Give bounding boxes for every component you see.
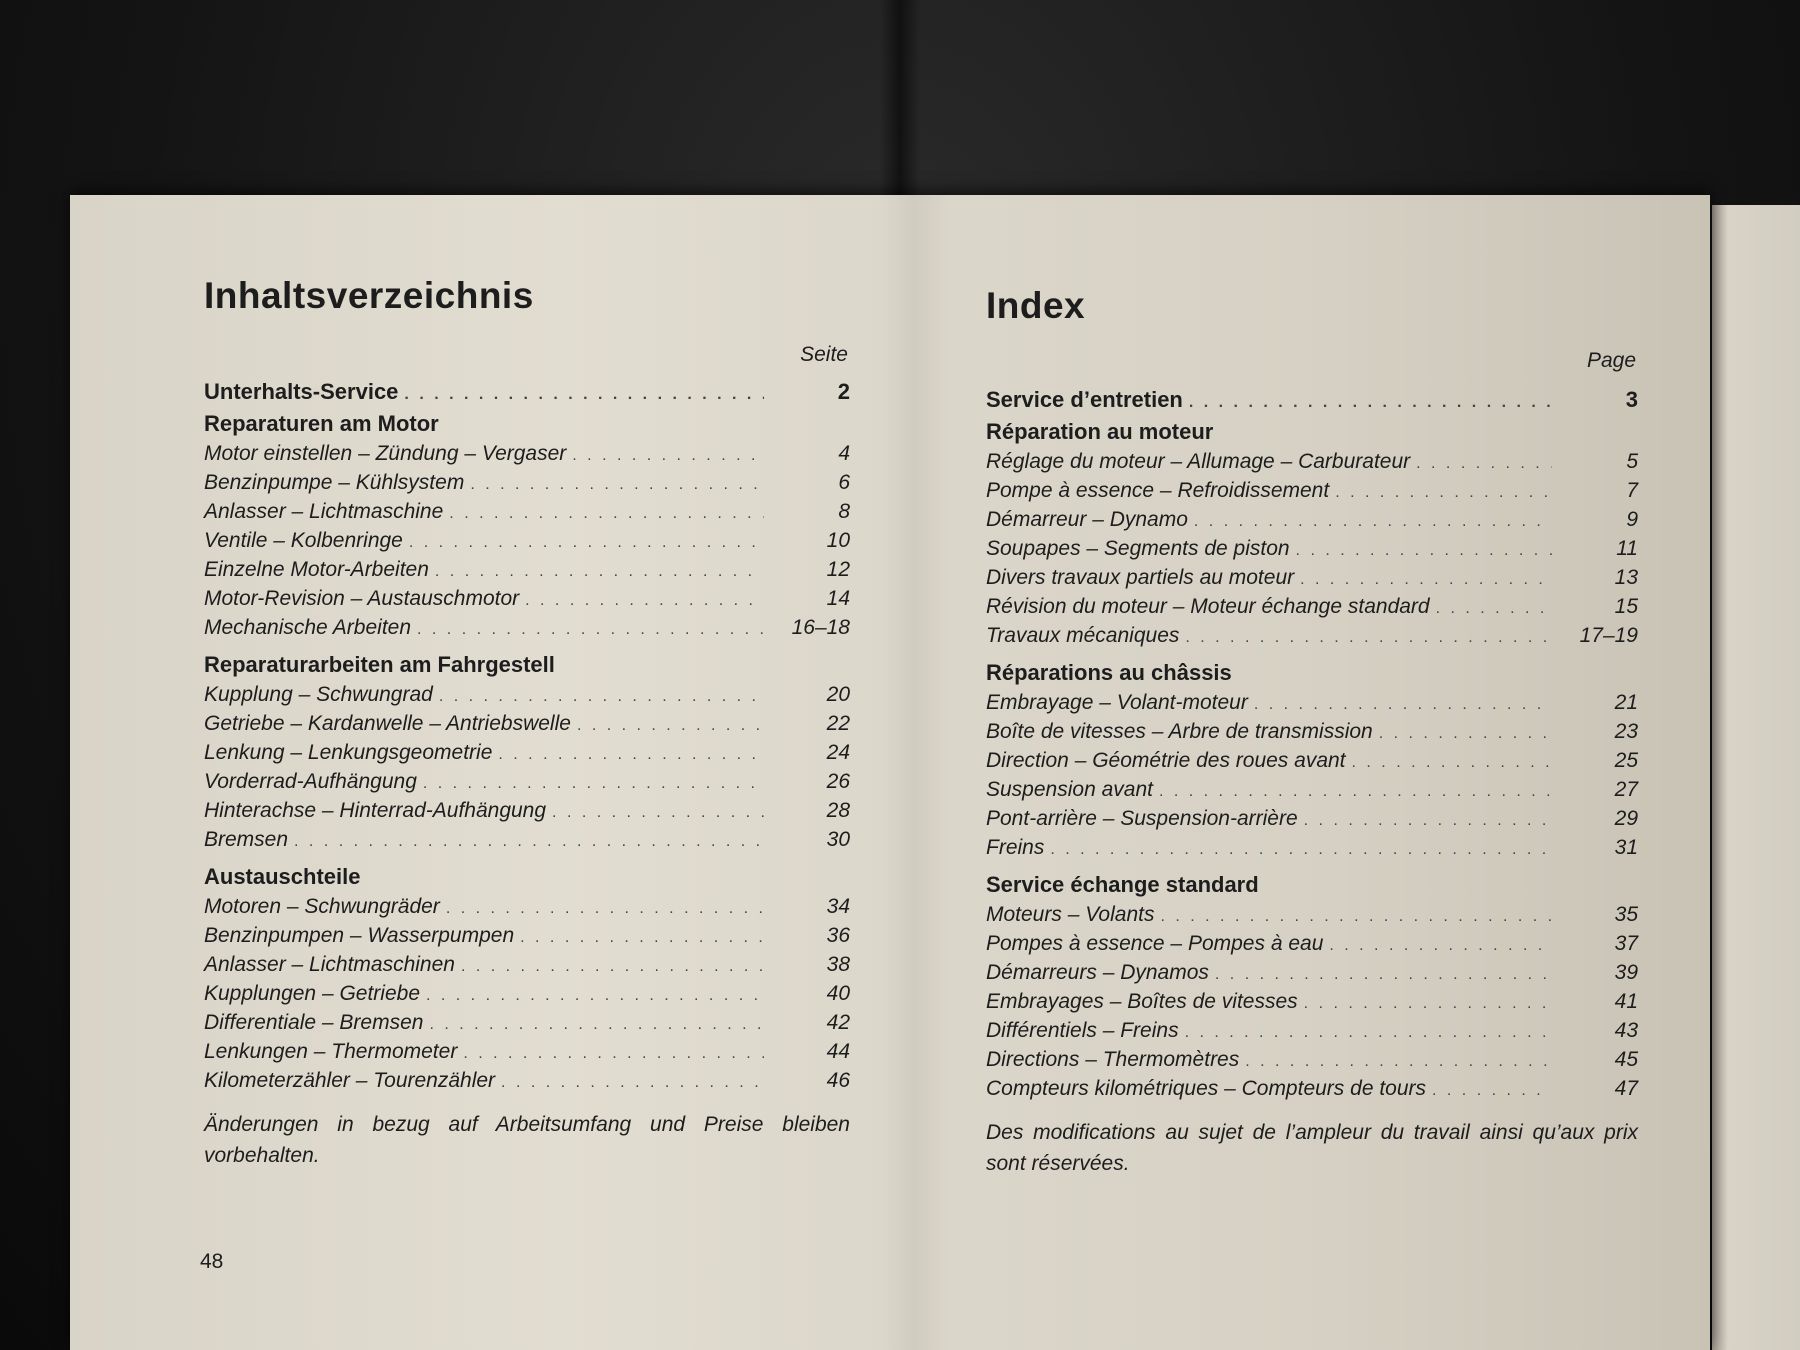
toc-entry xyxy=(204,921,850,950)
leader-dots xyxy=(1185,1018,1552,1047)
toc-entry-page: 40 xyxy=(826,982,850,1005)
leader-dots xyxy=(1436,594,1552,623)
leader-dots xyxy=(463,1039,764,1068)
toc-entry xyxy=(986,929,1638,958)
leader-dots xyxy=(417,615,764,644)
toc-entry-label: Boîte de vitesses – Arbre de transmission xyxy=(986,720,1373,743)
toc-entry xyxy=(204,796,850,825)
leader-dots xyxy=(498,740,764,769)
leader-dots xyxy=(449,499,764,528)
toc-entry-page: 42 xyxy=(826,1011,850,1034)
toc-entry xyxy=(204,497,850,526)
toc-entry-page: 39 xyxy=(1614,961,1638,984)
toc-entry-page: 26 xyxy=(826,770,850,793)
next-page-edge xyxy=(1712,205,1800,1350)
toc-entry xyxy=(204,767,850,796)
toc-entry-label: Kilometerzähler – Tourenzähler xyxy=(204,1069,496,1092)
leader-dots xyxy=(1185,623,1552,652)
background-leather xyxy=(880,0,920,215)
toc-entry xyxy=(986,1045,1638,1074)
toc-entry-page: 37 xyxy=(1614,932,1638,955)
toc-entry-page: 45 xyxy=(1614,1048,1638,1071)
toc-entry-label: Suspension avant xyxy=(986,778,1153,801)
toc-entry-page: 7 xyxy=(1626,479,1638,502)
toc-entry-page: 27 xyxy=(1614,778,1638,801)
leader-dots xyxy=(426,981,764,1010)
leader-dots xyxy=(1194,507,1552,536)
toc-entry-label: Benzinpumpe – Kühlsystem xyxy=(204,471,465,494)
section-heading: Service échange standard xyxy=(986,872,1259,897)
toc-entry-label: Benzinpumpen – Wasserpumpen xyxy=(204,924,515,947)
leader-dots xyxy=(1304,806,1552,835)
toc-entry-page: 22 xyxy=(826,712,850,735)
leader-dots xyxy=(525,586,764,615)
toc-entry-label: Kupplungen – Getriebe xyxy=(204,982,420,1005)
toc-entry-page: 44 xyxy=(826,1040,850,1063)
toc-entry xyxy=(204,680,850,709)
toc-german xyxy=(204,275,850,1171)
toc-entry-label: Soupapes – Segments de piston xyxy=(986,537,1290,560)
toc-entry-label: Einzelne Motor-Arbeiten xyxy=(204,558,429,581)
toc-entry-page: 24 xyxy=(826,741,850,764)
toc-entry-page: 25 xyxy=(1614,749,1638,772)
toc-entry xyxy=(986,1016,1638,1045)
toc-entry-label: Pompe à essence – Refroidissement xyxy=(986,479,1330,502)
toc-entry-page: 47 xyxy=(1614,1077,1638,1100)
leader-dots xyxy=(520,923,764,952)
toc-entry xyxy=(204,375,850,409)
toc-entry xyxy=(986,746,1638,775)
toc-entry-page: 46 xyxy=(826,1069,850,1092)
leader-dots xyxy=(409,528,764,557)
page-title: Index xyxy=(986,285,1086,326)
toc-entry-page: 34 xyxy=(826,895,850,918)
toc-entry-page: 43 xyxy=(1614,1019,1638,1042)
toc-entry-page: 35 xyxy=(1614,903,1638,926)
toc-entry-label: Travaux mécaniques xyxy=(986,624,1180,647)
toc-entry-page: 13 xyxy=(1614,566,1638,589)
toc-entry-label: Motor-Revision – Austauschmotor xyxy=(204,587,520,610)
toc-entry xyxy=(986,958,1638,987)
leader-dots xyxy=(1159,777,1552,806)
toc-entry xyxy=(986,833,1638,862)
leader-dots xyxy=(435,557,764,586)
page-column-heading: Seite xyxy=(800,343,848,366)
leader-dots xyxy=(1335,478,1552,507)
toc-entry-label: Embrayage – Volant-moteur xyxy=(986,691,1248,714)
toc-entry xyxy=(986,804,1638,833)
leader-dots xyxy=(1189,386,1552,420)
leader-dots xyxy=(1160,902,1552,931)
toc-entry xyxy=(204,979,850,1008)
toc-entry-label: Réglage du moteur – Allumage – Carburateur xyxy=(986,450,1411,473)
leader-dots xyxy=(1050,835,1552,864)
toc-entry-page: 41 xyxy=(1614,990,1638,1013)
page-column-heading: Page xyxy=(1586,349,1636,372)
toc-entry-label: Ventile – Kolbenringe xyxy=(204,529,403,552)
toc-entry xyxy=(986,383,1638,417)
leader-dots xyxy=(1352,748,1552,777)
toc-entry xyxy=(204,1066,850,1095)
toc-entry-label: Vorderrad-Aufhängung xyxy=(204,770,417,793)
toc-entry-label: Lenkung – Lenkungsgeometrie xyxy=(204,741,493,764)
leader-dots xyxy=(1304,989,1552,1018)
leader-dots xyxy=(1215,960,1552,989)
section-heading: Reparaturen am Motor xyxy=(204,411,439,436)
section-heading: Réparation au moteur xyxy=(986,419,1214,444)
toc-entry-label: Compteurs kilométriques – Compteurs de tours xyxy=(986,1077,1427,1100)
toc-entry xyxy=(986,987,1638,1016)
section-heading: Austauschteile xyxy=(204,864,361,889)
toc-entry xyxy=(986,688,1638,717)
toc-entry-label: Révision du moteur – Moteur échange standard xyxy=(986,595,1430,618)
toc-entry-label: Freins xyxy=(986,836,1045,859)
leader-dots xyxy=(461,952,764,981)
leader-dots xyxy=(552,798,764,827)
leader-dots xyxy=(1379,719,1552,748)
toc-entry-page: 2 xyxy=(837,379,850,404)
toc-entry-page: 5 xyxy=(1626,450,1638,473)
leader-dots xyxy=(577,711,764,740)
toc-entry xyxy=(204,613,850,642)
leader-dots xyxy=(1432,1076,1552,1105)
toc-entry-page: 31 xyxy=(1614,836,1638,859)
toc-entry-label: Anlasser – Lichtmaschine xyxy=(204,500,444,523)
toc-entry-page: 15 xyxy=(1614,595,1638,618)
toc-entry xyxy=(986,621,1638,650)
toc-entry-label: Motoren – Schwungräder xyxy=(204,895,440,918)
leader-dots xyxy=(439,682,764,711)
toc-entry-label: Moteurs – Volants xyxy=(986,903,1155,926)
leader-dots xyxy=(294,827,764,856)
toc-entry-page: 23 xyxy=(1614,720,1638,743)
toc-entry xyxy=(204,584,850,613)
toc-entry xyxy=(986,900,1638,929)
toc-entry-page: 14 xyxy=(826,587,850,610)
toc-entry xyxy=(204,526,850,555)
leader-dots xyxy=(404,378,764,412)
toc-entry-label: Service d’entretien xyxy=(986,387,1183,412)
toc-entry xyxy=(204,892,850,921)
toc-entry-label: Getriebe – Kardanwelle – Antriebswelle xyxy=(204,712,571,735)
footnote: Änderungen in bezug auf Arbeitsumfang und Preise bleiben vorbehalten. xyxy=(204,1113,850,1167)
toc-entry-page: 4 xyxy=(838,442,850,465)
toc-entry xyxy=(986,563,1638,592)
leader-dots xyxy=(429,1010,764,1039)
toc-entry xyxy=(986,476,1638,505)
toc-entry-label: Hinterachse – Hinterrad-Aufhängung xyxy=(204,799,547,822)
toc-entry xyxy=(204,439,850,468)
leader-dots xyxy=(1416,449,1552,478)
page-title: Inhaltsverzeichnis xyxy=(204,275,534,316)
toc-entry-page: 9 xyxy=(1626,508,1638,531)
toc-entry-label: Mechanische Arbeiten xyxy=(204,616,412,639)
toc-entry-label: Différentiels – Freins xyxy=(986,1019,1179,1042)
toc-entry-label: Motor einstellen – Zündung – Vergaser xyxy=(204,442,567,465)
toc-entry-label: Unterhalts-Service xyxy=(204,379,399,404)
toc-entry-label: Anlasser – Lichtmaschinen xyxy=(204,953,455,976)
toc-entry-label: Directions – Thermomètres xyxy=(986,1048,1240,1071)
toc-entry xyxy=(986,775,1638,804)
toc-entry-label: Differentiale – Bremsen xyxy=(204,1011,424,1034)
toc-entry xyxy=(204,555,850,584)
leader-dots xyxy=(1300,565,1552,594)
toc-entry-page: 20 xyxy=(826,683,850,706)
toc-entry-page: 28 xyxy=(826,799,850,822)
toc-entry-label: Démarreur – Dynamo xyxy=(986,508,1188,531)
toc-entry-page: 29 xyxy=(1614,807,1638,830)
leader-dots xyxy=(423,769,764,798)
leader-dots xyxy=(572,441,764,470)
toc-entry-label: Direction – Géométrie des roues avant xyxy=(986,749,1346,772)
toc-entry xyxy=(986,717,1638,746)
toc-entry-page: 6 xyxy=(838,471,850,494)
leader-dots xyxy=(470,470,764,499)
toc-entry xyxy=(204,738,850,767)
toc-entry-label: Démarreurs – Dynamos xyxy=(986,961,1209,984)
toc-entry-page: 30 xyxy=(826,828,850,851)
toc-entry xyxy=(986,505,1638,534)
toc-entry-page: 3 xyxy=(1625,387,1638,412)
toc-entry-label: Lenkungen – Thermometer xyxy=(204,1040,458,1063)
toc-entry xyxy=(986,592,1638,621)
toc-entry-page: 12 xyxy=(826,558,850,581)
toc-entry xyxy=(204,468,850,497)
section-heading: Reparaturarbeiten am Fahrgestell xyxy=(204,652,555,677)
toc-entry xyxy=(986,447,1638,476)
toc-entry-page: 8 xyxy=(838,500,850,523)
toc-entry xyxy=(204,950,850,979)
footnote: Des modifications au sujet de l’ampleur du travail ainsi qu’aux prix sont réservées. xyxy=(986,1121,1638,1175)
toc-entry-page: 10 xyxy=(826,529,850,552)
toc-entry-label: Pompes à essence – Pompes à eau xyxy=(986,932,1324,955)
toc-entry xyxy=(204,1037,850,1066)
toc-entry-page: 11 xyxy=(1616,537,1638,560)
section-heading: Réparations au châssis xyxy=(986,660,1232,685)
toc-entry xyxy=(986,534,1638,563)
toc-entry xyxy=(204,709,850,738)
toc-french xyxy=(986,285,1638,1179)
toc-entry-label: Bremsen xyxy=(204,828,289,851)
toc-entry-page: 17–19 xyxy=(1579,624,1638,647)
leader-dots xyxy=(1329,931,1552,960)
leader-dots xyxy=(501,1068,764,1097)
toc-entry-page: 21 xyxy=(1614,691,1638,714)
booklet-spine xyxy=(880,195,950,1350)
toc-entry-label: Embrayages – Boîtes de vitesses xyxy=(986,990,1298,1013)
toc-entry-page: 38 xyxy=(826,953,850,976)
page-number: 48 xyxy=(200,1250,224,1273)
toc-entry xyxy=(204,825,850,854)
leader-dots xyxy=(446,894,764,923)
toc-entry xyxy=(204,1008,850,1037)
leader-dots xyxy=(1296,536,1552,565)
leader-dots xyxy=(1245,1047,1552,1076)
toc-entry xyxy=(986,1074,1638,1103)
toc-entry-label: Divers travaux partiels au moteur xyxy=(986,566,1295,589)
toc-entry-page: 16–18 xyxy=(791,616,850,639)
leader-dots xyxy=(1254,690,1552,719)
toc-entry-label: Pont-arrière – Suspension-arrière xyxy=(986,807,1298,830)
toc-entry-label: Kupplung – Schwungrad xyxy=(204,683,433,706)
toc-entry-page: 36 xyxy=(826,924,850,947)
